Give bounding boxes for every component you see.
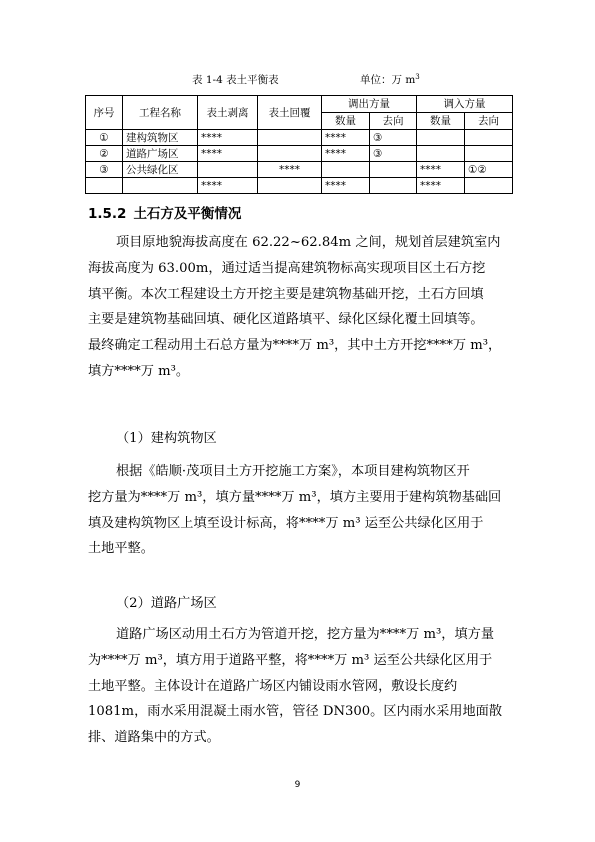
cell-in-from: ①②: [465, 162, 513, 178]
cell-seq: [86, 178, 123, 194]
cell-out-qty: ****: [322, 178, 370, 194]
text-line: 为****万 m³，填方用于道路平整，将****万 m³ 运至公共绿化区用于: [88, 652, 493, 668]
text-line: 土地平整。主体设计在道路广场区内铺设雨水管网，敷设长度约: [88, 678, 458, 694]
header-strip: 表土剥离: [198, 96, 258, 130]
table-row: [86, 162, 513, 178]
cell-strip: [198, 162, 258, 178]
cell-in-from: [465, 178, 513, 194]
text-line: 最终确定工程动用土石总方量为****万 m³，其中土方开挖****万 m³，: [88, 338, 502, 354]
cell-cover: ****: [258, 162, 322, 178]
text-line: 主要是建筑物基础回填、硬化区道路填平、绿化区绿化覆土回填等。: [88, 312, 484, 328]
cell-in-qty: ****: [417, 162, 465, 178]
subheading-buildings: [88, 426, 512, 452]
cell-out-qty: ****: [322, 146, 370, 162]
cell-strip: ****: [198, 178, 258, 194]
text-line: 挖方量为****万 m³，填方量****万 m³，填方主要用于建构筑物基础回: [88, 489, 502, 505]
cell-out-to: [370, 178, 417, 194]
cell-in-from: [465, 130, 513, 146]
cell-in-from: [465, 146, 513, 162]
subheading-roads: [88, 591, 512, 617]
text-line: （1）建构筑物区: [116, 431, 217, 446]
text-line: 填及建构筑物区上填至设计标高，将****万 m³ 运至公共绿化区用于: [88, 515, 484, 531]
header-name: 工程名称: [123, 96, 198, 130]
topsoil-balance-table: [85, 95, 513, 194]
header-out: 调出方量: [322, 96, 417, 113]
cell-cover: [258, 146, 322, 162]
cell-seq: ②: [86, 146, 123, 162]
text-line: 海拔高度为 63.00m，通过适当提高建筑物标高实现项目区土石方挖: [88, 260, 486, 276]
section-number: 1.5.2: [88, 206, 127, 222]
table-row: [86, 146, 513, 162]
cell-out-qty: [322, 162, 370, 178]
cell-name: 建构筑物区: [123, 130, 198, 146]
table-total-row: [86, 178, 513, 194]
cell-out-to: [370, 162, 417, 178]
header-seq: 序号: [86, 96, 123, 130]
cell-seq: ①: [86, 130, 123, 146]
section-title: 土石方及平衡情况: [133, 206, 242, 222]
cell-strip: ****: [198, 146, 258, 162]
text-line: 排、道路集中的方式。: [88, 730, 220, 746]
table-unit: 单位：万 $m^3$: [360, 73, 420, 86]
text-line: 项目原地貌海拔高度在 62.22~62.84m 之间，规划首层建筑室内: [116, 235, 501, 250]
cell-name: 道路广场区: [123, 146, 198, 162]
text-line: （2）道路广场区: [116, 596, 217, 611]
cell-strip: ****: [198, 130, 258, 146]
table-title: 表 1-4 表土平衡表: [192, 74, 279, 86]
cell-name: 公共绿化区: [123, 162, 198, 178]
text-line: 填平衡。本次工程建设土方开挖主要是建筑物基础开挖，土石方回填: [88, 286, 484, 302]
table-caption: [0, 72, 595, 88]
cell-out-to: ③: [370, 146, 417, 162]
cell-cover: [258, 130, 322, 146]
header-in-qty: 数量: [417, 113, 465, 130]
cell-in-qty: [417, 146, 465, 162]
text-line: 土地平整。: [88, 541, 154, 557]
cell-in-qty: [417, 130, 465, 146]
cell-name: [123, 178, 198, 194]
text-line: 填方****万 m³。: [88, 363, 190, 379]
text-line: 道路广场区动用土石方为管道开挖，挖方量为****万 m³，填方量: [116, 627, 495, 642]
cell-cover: [258, 178, 322, 194]
cell-out-to: ③: [370, 130, 417, 146]
cell-seq: ③: [86, 162, 123, 178]
header-in-from: 去向: [465, 113, 513, 130]
cell-in-qty: ****: [417, 178, 465, 194]
table-row: [86, 130, 513, 146]
header-cover: 表土回覆: [258, 96, 322, 130]
table-header-row: [86, 96, 513, 113]
header-in: 调入方量: [417, 96, 513, 113]
section-heading: [88, 204, 248, 224]
paragraph-roads: [88, 622, 512, 751]
cell-out-qty: ****: [322, 130, 370, 146]
page-number: 9: [294, 780, 301, 790]
paragraph-overview: [88, 230, 512, 385]
paragraph-buildings: [88, 459, 512, 562]
text-line: 1081m，雨水采用混凝土雨水管，管径 DN300。区内雨水采用地面散: [88, 704, 503, 720]
text-line: 根据《皓顺·茂项目土方开挖施工方案》，本项目建构筑物区开: [116, 464, 470, 479]
header-out-to: 去向: [370, 113, 417, 130]
header-out-qty: 数量: [322, 113, 370, 130]
